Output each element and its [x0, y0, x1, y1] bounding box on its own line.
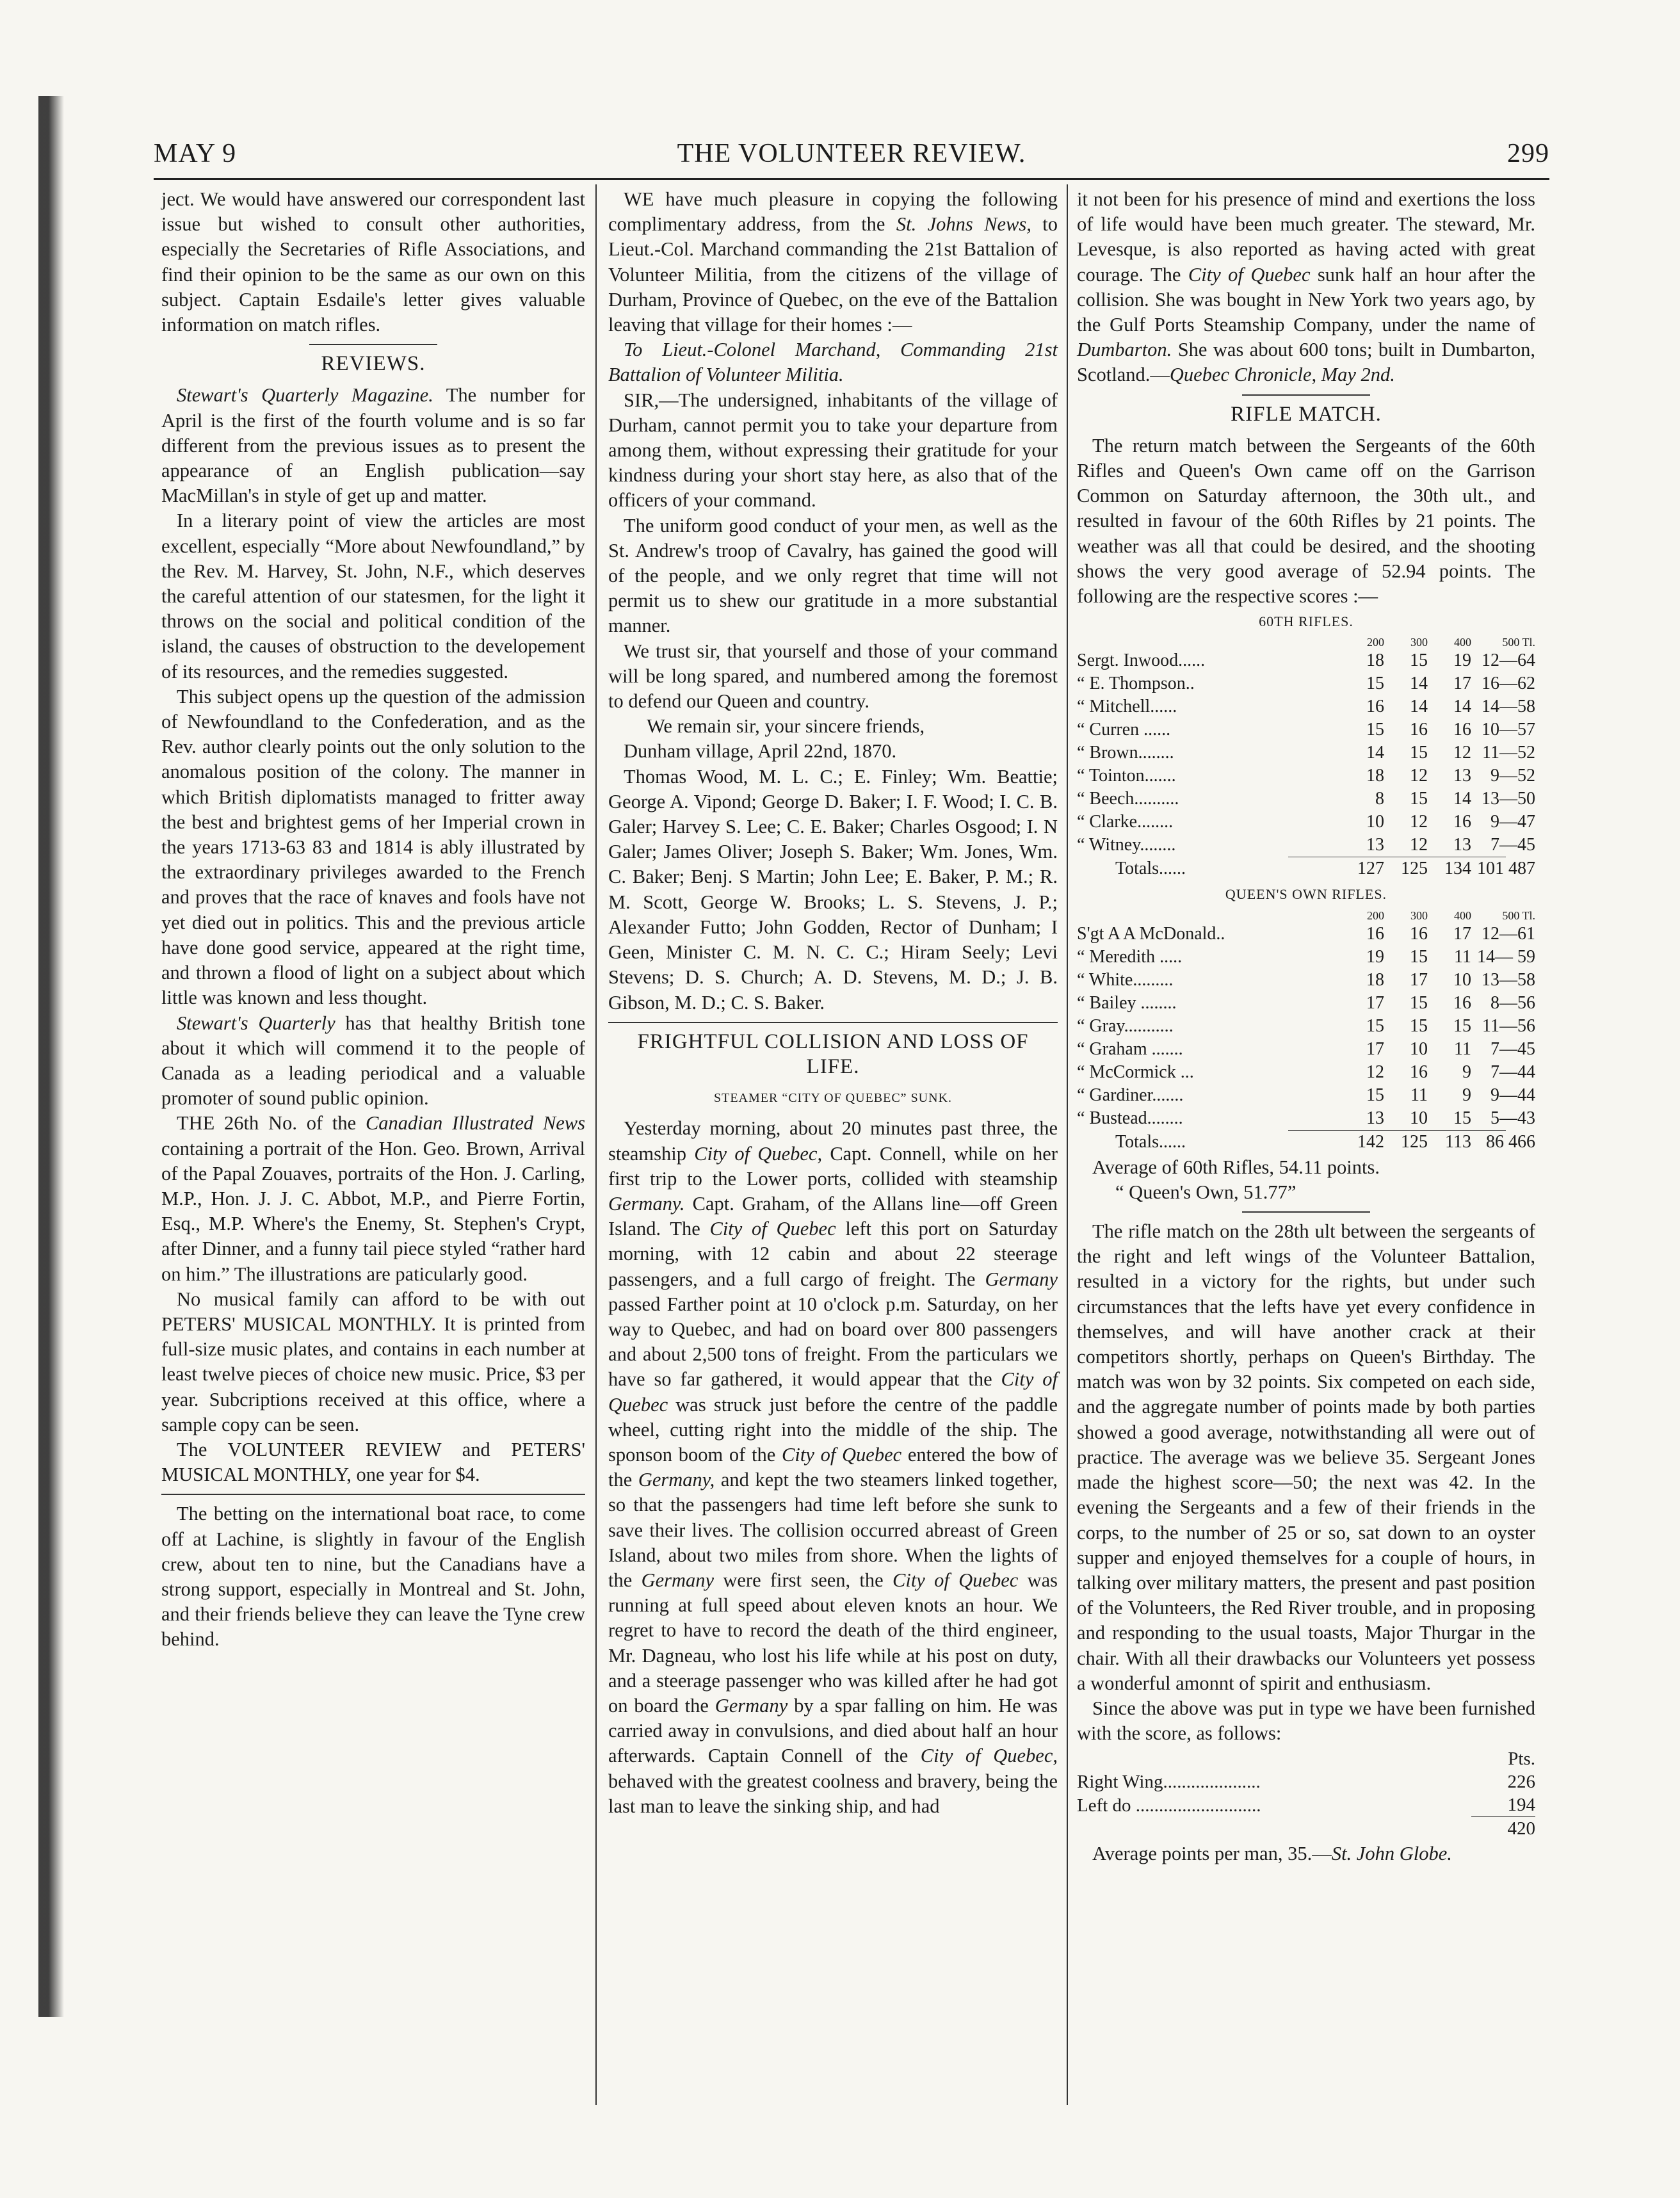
column-2	[608, 187, 1058, 1819]
table-total-row: Totals...... 127 125 134 101 487	[1115, 859, 1535, 879]
divider	[1242, 1211, 1370, 1213]
paragraph: Average points per man, 35.—St. John Globe.	[1092, 1843, 1452, 1865]
closing: We remain sir, your sincere friends,	[647, 715, 925, 738]
table-title-queens-own: QUEEN'S OWN RIFLES.	[1225, 886, 1387, 903]
header-title: THE VOLUNTEER REVIEW.	[677, 139, 1026, 168]
table-row: “ Bustead........ 13 10 15 5—43	[1077, 1108, 1535, 1128]
page-edge-shadow	[38, 96, 64, 2017]
magazine-title: Canadian Illustrated News	[365, 1112, 585, 1135]
header-rule	[154, 178, 1549, 180]
table-row: “ Graham ....... 17 10 11 7—45	[1077, 1038, 1535, 1059]
paragraph: The betting on the international boat race, to come off at Lachine, is slightly in favour of the English crew, about ten to nine, but the Canadians have a strong support, especially in Montreal and St. John, and their friends believe they can leave the Tyne crew behind.	[161, 1503, 585, 1651]
newspaper-title: St. Johns News,	[896, 213, 1031, 236]
text: WE have much pleasure in copying the following complimentary address, from the	[608, 188, 1058, 236]
table-header-row: 200 300 400 500 Tl.	[1367, 636, 1535, 649]
paragraph: SIR,—The undersigned, inhabitants of the village of Durham, cannot permit you to take your departure from among them, without expressing their gratitude for your kindness during your short stay here, as also that of the officers of your command.	[608, 389, 1058, 512]
signatories: Thomas Wood, M. L. C.; E. Finley; Wm. Beattie; George A. Vipond; George D. Baker; I. F. Wood; I. C. B. Galer; Harvey S. Lee; C. E. Baker; Charles Osgood; I. N Galer; James Oliver; Joseph S. Baker; Wm. Jones, Wm. C. Baker; Benj. S Martin; John Lee; E. Baker, P. M.; R. M. Scott, George W. Brooks; L. S. Stevens, J. P.; Alexander Futto; John Godden, Rector of Dunham; I Geen, Minister C. M. N. C. C.; Hiram Seely; Levi Stevens; D. S. Church; A. D. Stevens, M. D.; J. B. Gibson, M. D.; C. S. Baker.	[608, 765, 1058, 1014]
average-line: “ Queen's Own, 51.77”	[1115, 1181, 1296, 1203]
section-title-rifle-match: RIFLE MATCH.	[1231, 402, 1382, 426]
text: THE 26th No. of the	[177, 1112, 366, 1135]
table-row: Sergt. Inwood...... 18 15 19 12—64	[1077, 651, 1535, 671]
paragraph	[161, 383, 585, 508]
table-row: “ Witney........ 13 12 13 7—45	[1077, 835, 1535, 855]
section-title-collision: FRIGHTFUL COLLISION AND LOSS OF LIFE.	[637, 1030, 1029, 1078]
header-page-number: 299	[1507, 139, 1549, 168]
paragraph: The VOLUNTEER REVIEW and PETERS' MUSICAL MONTHLY, one year for $4.	[161, 1438, 585, 1486]
table-row: Left do ........................... 194	[1077, 1795, 1535, 1816]
table-row: “ E. Thompson.. 15 14 17 16—62	[1077, 674, 1535, 694]
paragraph	[161, 1011, 585, 1111]
divider	[608, 1022, 1058, 1023]
column-3	[1077, 187, 1535, 1867]
paragraph: Since the above was put in type we have been furnished with the score, as follows:	[1077, 1697, 1535, 1745]
table-row: “ Mitchell...... 16 14 14 14—58	[1077, 697, 1535, 717]
paragraph: Yesterday morning, about 20 minutes past three, the steamship City of Quebec, Capt. Connell, while on her first trip to the Lower ports, collided with steamship Germany. Capt. Graham, of the Allans line—off Green Island. The City of Quebec left this port on Saturday morning, with 12 cabin and about 22 steerage passengers, and a full cargo of freight. The Germany passed Farther point at 10 o'clock p.m. Saturday, on her way to Quebec, and had on board over 800 passengers and about 2,500 tons of freight. From the particulars we have so far gathered, it would appear that the City of Quebec was struck just before the centre of the paddle wheel, cutting right into the middle of the ship. The sponson boom of the City of Quebec entered the bow of the Germany, and kept the two steamers linked together, so that the passengers had time left before she sunk to save their lives. The collision occurred abreast of Green Island, about two miles from shore. When the lights of the Germany were first seen, the City of Quebec was running at full speed about eleven knots an hour. We regret to have to record the death of the third engineer, Mr. Dagneau, who lost his life while at his post on duty, and a steerage passenger who was killed after he had got on board the Germany by a spar falling on him. He was carried away in convulsions, and died about half an hour afterwards. Captain Connell of the City of Quebec, behaved with the greatest coolness and bravery, being the last man to leave the sinking ship, and had	[608, 1117, 1058, 1817]
points-table	[1077, 1747, 1535, 1840]
column-divider	[595, 184, 597, 2105]
paragraph: No musical family can afford to be with out PETERS' MUSICAL MONTHLY. It is printed from full-size music plates, and contains in each number at least twelve pieces of choice new music. Price, $3 per year. Subcriptions received at this office, where a sample copy can be seen.	[161, 1288, 585, 1435]
paragraph: The rifle match on the 28th ult between the sergeants of the right and left wings of the Volunteer Battalion, resulted in a victory for the rights, but under such circumstances that the lefts have yet every confidence in themselves, and will have another crack at their competitors shortly, perhaps on Queen's Birthday. The match was won by 32 points. Six competed on each side, and the aggregate number of points made by both parties showed a good average, notwithstanding all were out of practice. The average was we believe 35. Sergeant Jones made the highest score—50; the next was 42. In the evening the Sergeants and a few of their friends in the corps, to the number of 25 or so, sat down to an oyster supper and enjoyed themselves for a couple of hours, in talking over military matters, the present and past position of the Volunteers, the Red River trouble, and in proposing and responding to the usual toasts, Major Thurgar in the chair. With all their drawbacks our Volunteers yet possess a wonderful amonnt of spirit and enthusiasm.	[1077, 1220, 1535, 1694]
paragraph: The uniform good conduct of your men, as well as the St. Andrew's troop of Cavalry, has gained the good will of the people, and we only regret that time will not permit us to shew our gratitude in a more substantial manner.	[608, 514, 1058, 637]
paragraph: ject. We would have answered our correspondent last issue but wished to consult other authorities, especially the Secretaries of Rifle Associations, and find their opinion to be the same as our own on this subject. Captain Esdaile's letter gives valuable information on match rifles.	[161, 188, 585, 336]
table-row: S'gt A A McDonald.. 16 16 17 12—61	[1077, 923, 1535, 944]
paragraph: The return match between the Sergeants of the 60th Rifles and Queen's Own came off on the Garrison Common on Saturday afternoon, the 30th ult., and resulted in favour of the 60th Rifles by 21 points. The weather was all that could be desired, and the shooting shows the very good average of 52.94 points. The following are the respective scores :—	[1077, 434, 1535, 608]
table-header-row: 200 300 400 500 Tl.	[1367, 909, 1535, 922]
table-row: Right Wing..................... 226	[1077, 1772, 1535, 1793]
paragraph: it not been for his presence of mind and exertions the loss of life would have been much greater. The steward, Mr. Levesque, is also reported as having acted with great courage. The City of Quebec sunk half an hour after the collision. She was bought in New York two years ago, by the Gulf Ports Steamship Company, under the name of Dumbarton. She was about 600 tons; built in Dumbarton, Scotland.—Quebec Chronicle, May 2nd.	[1077, 188, 1535, 386]
text: to Lieut.-Col. Marchand commanding the 21st Battalion of Volunteer Militia, from the citizens of the village of Durham, Province of Quebec, on the eve of the Battalion leaving that village for their homes :—	[608, 213, 1058, 336]
paragraph: We trust sir, that yourself and those of your command will be long spared, and numbered among the foremost to defend our Queen and country.	[608, 640, 1058, 713]
score-table-60th	[1077, 635, 1535, 880]
section-title-reviews: REVIEWS.	[321, 352, 426, 376]
magazine-title: Stewart's Quarterly	[177, 1012, 335, 1034]
table-row: “ Beech.......... 8 15 14 13—50	[1077, 789, 1535, 809]
page-header	[154, 128, 1549, 186]
magazine-title: Stewart's Quarterly Magazine.	[177, 384, 433, 407]
table-row: “ Gardiner....... 15 11 9 9—44	[1077, 1085, 1535, 1105]
divider	[161, 1494, 585, 1495]
column-divider	[1067, 184, 1068, 2105]
paragraph	[161, 1111, 585, 1286]
text: containing a portrait of the Hon. Geo. Brown, Arrival of the Papal Zouaves, portraits of the Hon. J. Carling, M.P., Hon. J. J. C. Abbot, M.P., and Pierre Fortin, Esq., M.P. Where's the Enemy, St. Stephen's Crypt, after Dinner, and a funny tail piece styled “rather hard on him.” The illustrations are paticularly good.	[161, 1137, 585, 1285]
table-row: “ Meredith ..... 19 15 11 14— 59	[1077, 946, 1535, 967]
table-row: “ Tointon....... 18 12 13 9—52	[1077, 766, 1535, 786]
score-table-queens-own	[1077, 909, 1535, 1154]
table-row: “ Curren ...... 15 16 16 10—57	[1077, 720, 1535, 740]
address-heading: To Lieut.-Colonel Marchand, Commanding 21st Battalion of Volunteer Militia.	[608, 339, 1058, 386]
average-line: Average of 60th Rifles, 54.11 points.	[1092, 1156, 1380, 1178]
table-title-60th-rifles: 60TH RIFLES.	[1259, 613, 1353, 630]
table-total-row: Totals...... 142 125 113 86 466	[1115, 1131, 1535, 1152]
divider	[309, 344, 437, 345]
paragraph: This subject opens up the question of the admission of Newfoundland to the Confederation, and as the Rev. author clearly points out the only solution to the anomalous position of the colony. The manner in which British diplomatists managed to fritter away the best and brightest gems of her Imperial crown in the years 1713-63 83 and 1814 is ably illustrated by the extraordinary privileges awarded to the French and proves that the race of knaves and fools have not yet died out in politics. This and the previous article have done good service, appeared at the right time, and thrown a flood of light on a subject about which little was known and less thought.	[161, 685, 585, 1009]
dateline: Dunham village, April 22nd, 1870.	[624, 740, 897, 763]
header-date: MAY 9	[154, 139, 237, 168]
table-row: “ McCormick ... 12 16 9 7—44	[1077, 1062, 1535, 1082]
table-row: “ White......... 18 17 10 13—58	[1077, 969, 1535, 990]
pts-header: Pts.	[1508, 1749, 1535, 1770]
text: The number for April is the first of the fourth volume and is so far different from the previous issues as to present the appearance of an English publication—say MacMillan's in style of get up and matter.	[161, 384, 585, 507]
table-row: “ Brown........ 14 15 12 11—52	[1077, 743, 1535, 763]
table-row: “ Gray........... 15 15 15 11—56	[1077, 1015, 1535, 1036]
text: has that healthy British tone about it which will commend it to the people of Canada as a leading periodical and a valuable promoter of sound public opinion.	[161, 1012, 585, 1110]
pts-total: 420	[1471, 1817, 1535, 1841]
divider	[1242, 394, 1370, 396]
paragraph	[608, 187, 1058, 337]
section-subtitle: STEAMER “CITY OF QUEBEC” SUNK.	[713, 1091, 953, 1106]
table-row: “ Clarke........ 10 12 16 9—47	[1077, 812, 1535, 832]
paragraph: In a literary point of view the articles are most excellent, especially “More about Newfoundland,” by the Rev. M. Harvey, St. John, N.F., which deserves the careful attention of our statesmen, for the light it throws on the social and political condition of the island, the causes of obstruction to the developement of its resources, and the remedies suggested.	[161, 510, 585, 683]
table-row: “ Bailey ........ 17 15 16 8—56	[1077, 992, 1535, 1013]
column-1	[161, 187, 585, 1653]
